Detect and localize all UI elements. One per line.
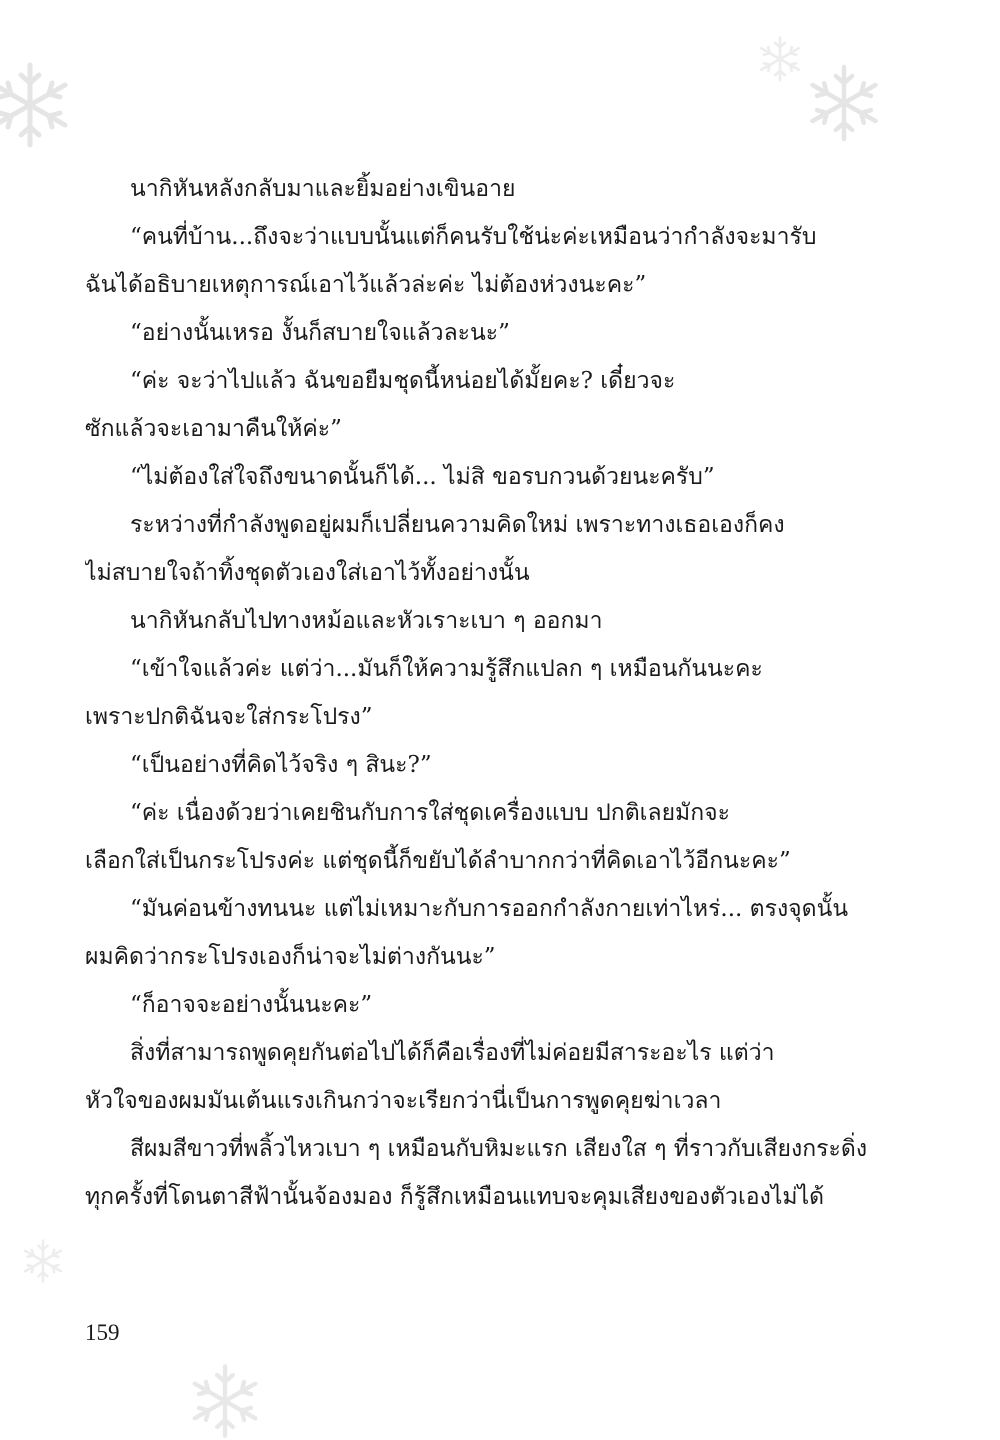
text-line: เพราะปกติฉันจะใส่กระโปรง” <box>85 704 373 730</box>
text-line: ทุกครั้งที่โดนตาสีฟ้านั้นจ้องมอง ก็รู้สึกเหมือนแทบจะคุมเสียงของตัวเองไม่ได้ <box>85 1184 825 1210</box>
text-line: “ก็อาจจะอย่างนั้นนะคะ” <box>130 992 373 1018</box>
text-line: “อย่างนั้นเหรอ งั้นก็สบายใจแล้วละนะ” <box>130 320 510 346</box>
text-line: “มันค่อนข้างทนนะ แต่ไม่เหมาะกับการออกกำลังกายเท่าไหร่... ตรงจุดนั้น <box>130 896 849 922</box>
snowflake-icon <box>190 1362 260 1440</box>
text-line: นากิหันหลังกลับมาและยิ้มอย่างเขินอาย <box>130 176 516 202</box>
snowflake-icon <box>808 62 880 144</box>
text-line: ไม่สบายใจถ้าทิ้งชุดตัวเองใส่เอาไว้ทั้งอย่างนั้น <box>85 560 530 586</box>
text-line: สิ่งที่สามารถพูดคุยกันต่อไปได้ก็คือเรื่องที่ไม่ค่อยมีสาระอะไร แต่ว่า <box>130 1040 775 1066</box>
text-line: หัวใจของผมมันเต้นแรงเกินกว่าจะเรียกว่านี่เป็นการพูดคุยฆ่าเวลา <box>85 1088 722 1114</box>
text-line: นากิหันกลับไปทางหม้อและหัวเราะเบา ๆ ออกมา <box>130 608 603 634</box>
snowflake-icon <box>758 35 802 83</box>
page-body-text <box>85 165 925 1221</box>
text-line: ผมคิดว่ากระโปรงเองก็น่าจะไม่ต่างกันนะ” <box>85 944 496 970</box>
text-line: “ค่ะ จะว่าไปแล้ว ฉันขอยืมชุดนี้หน่อยได้มั้ยคะ? เดี๋ยวจะ <box>130 368 676 394</box>
text-line: เลือกใส่เป็นกระโปรงค่ะ แต่ชุดนี้ก็ขยับได้ลำบากกว่าที่คิดเอาไว้อีกนะคะ” <box>85 848 791 874</box>
page-number: 159 <box>85 1320 120 1345</box>
text-line: ฉันได้อธิบายเหตุการณ์เอาไว้แล้วล่ะค่ะ ไม่ต้องห่วงนะคะ” <box>85 272 647 298</box>
text-line: “คนที่บ้าน...ถึงจะว่าแบบนั้นแต่ก็คนรับใช้น่ะค่ะเหมือนว่ากำลังจะมารับ <box>130 224 817 250</box>
text-line: “ไม่ต้องใส่ใจถึงขนาดนั้นก็ได้... ไม่สิ ขอรบกวนด้วยนะครับ” <box>130 464 715 490</box>
text-line: “เป็นอย่างที่คิดไว้จริง ๆ สินะ?” <box>130 752 432 778</box>
snowflake-icon <box>22 1238 64 1284</box>
text-line: “ค่ะ เนื่องด้วยว่าเคยชินกับการใส่ชุดเครื่องแบบ ปกติเลยมักจะ <box>130 800 730 826</box>
text-line: สีผมสีขาวที่พลิ้วไหวเบา ๆ เหมือนกับหิมะแรก เสียงใส ๆ ที่ราวกับเสียงกระดิ่ง <box>130 1136 868 1162</box>
text-line: ซักแล้วจะเอามาคืนให้ค่ะ” <box>85 416 342 442</box>
snowflake-icon <box>0 60 70 150</box>
text-line: “เข้าใจแล้วค่ะ แต่ว่า...มันก็ให้ความรู้สึกแปลก ๆ เหมือนกันนะคะ <box>130 656 763 682</box>
text-line: ระหว่างที่กำลังพูดอยู่ผมก็เปลี่ยนความคิดใหม่ เพราะทางเธอเองก็คง <box>130 512 785 538</box>
